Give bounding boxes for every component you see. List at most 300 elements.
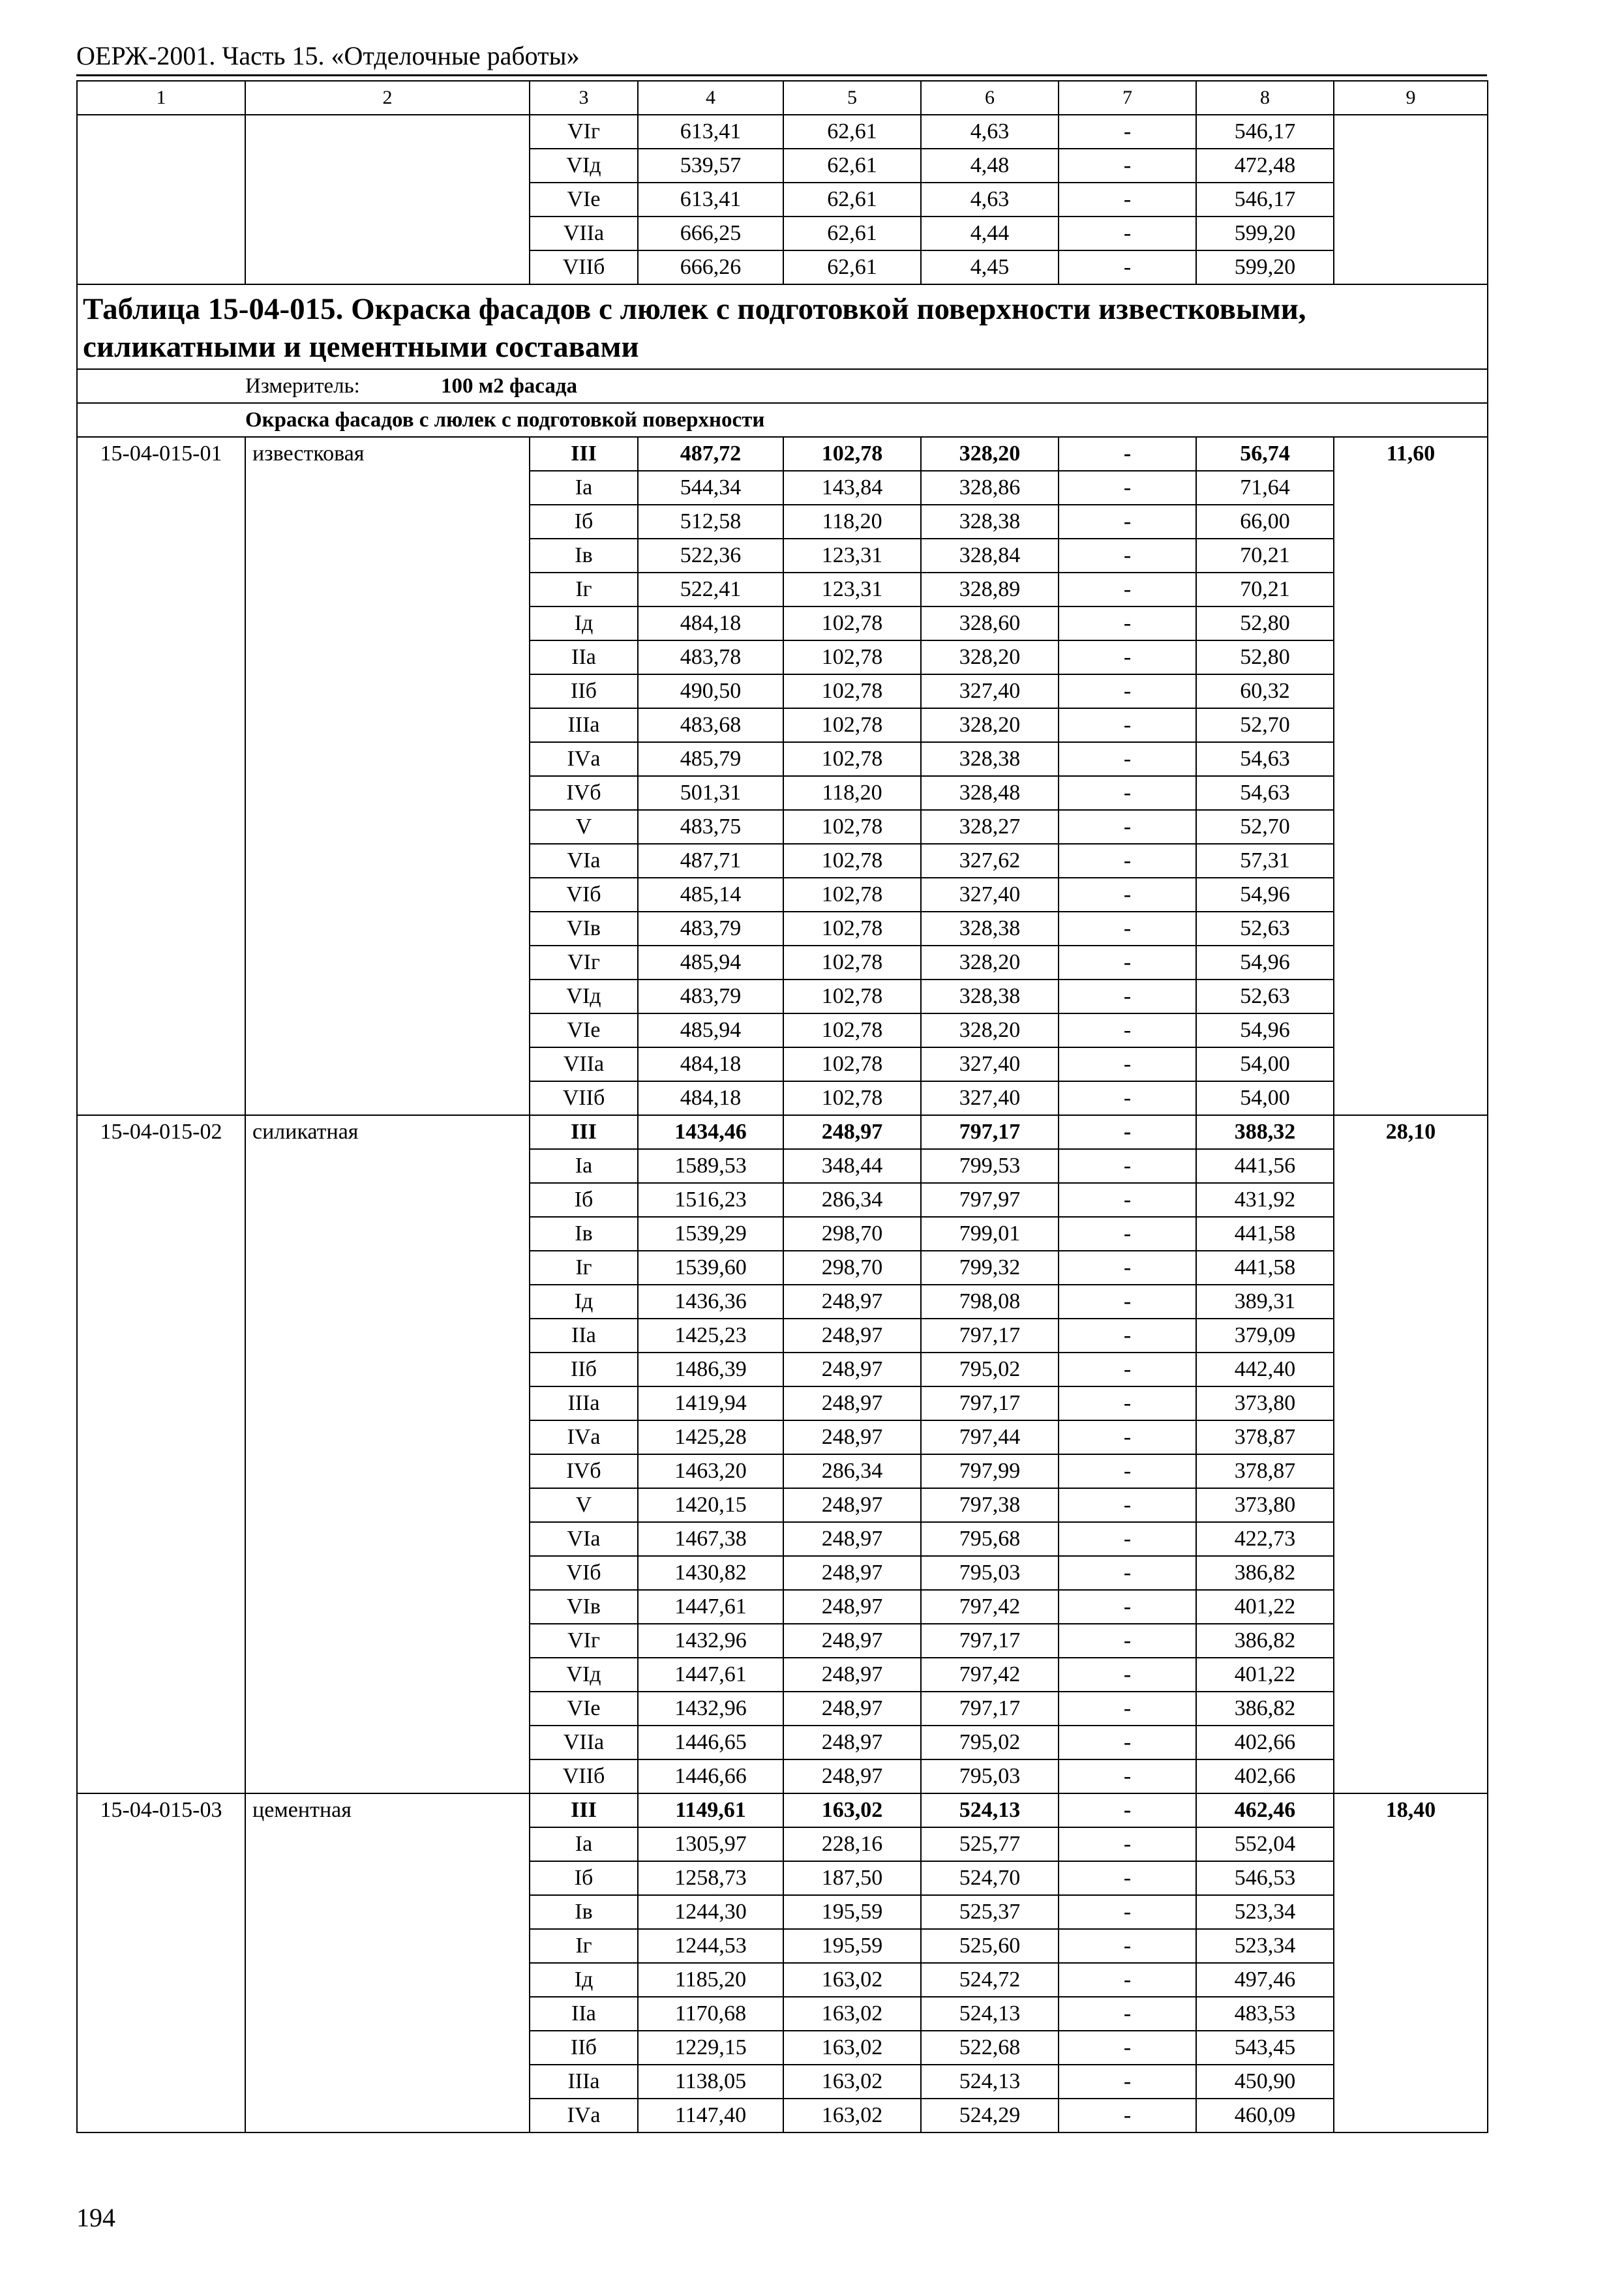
table-cell: 797,17 xyxy=(921,1319,1059,1353)
table-cell: 163,02 xyxy=(783,1793,921,1827)
subsection-title: Окраска фасадов с люлек с подготовкой поверхности xyxy=(245,403,1488,437)
table-cell: 378,87 xyxy=(1196,1454,1334,1488)
table-cell: 248,97 xyxy=(783,1420,921,1454)
table-cell: - xyxy=(1059,2065,1196,2099)
rate-code: 15-04-015-02 xyxy=(77,1115,245,1793)
unit-label: Измеритель: xyxy=(245,374,360,398)
table-cell: - xyxy=(1059,1488,1196,1522)
table-cell: 386,82 xyxy=(1196,1692,1334,1726)
table-cell: VIб xyxy=(530,878,638,912)
table-cell: 298,70 xyxy=(783,1251,921,1285)
column-number: 6 xyxy=(921,81,1059,115)
table-cell: 327,62 xyxy=(921,844,1059,878)
table-cell: 54,00 xyxy=(1196,1081,1334,1115)
table-cell: - xyxy=(1059,1047,1196,1081)
table-cell: 523,34 xyxy=(1196,1929,1334,1963)
table-cell: 102,78 xyxy=(783,1081,921,1115)
table-body xyxy=(77,81,1488,2132)
table-cell: 163,02 xyxy=(783,1997,921,2031)
table-cell: - xyxy=(1059,437,1196,471)
table-cell: 1244,53 xyxy=(638,1929,783,1963)
column-number: 7 xyxy=(1059,81,1196,115)
table-cell: 1305,97 xyxy=(638,1827,783,1861)
table-cell: - xyxy=(1059,946,1196,980)
table-cell: 546,17 xyxy=(1196,115,1334,149)
table-cell: 523,34 xyxy=(1196,1895,1334,1929)
table-cell: IIа xyxy=(530,1997,638,2031)
table-cell: 483,78 xyxy=(638,640,783,674)
table-cell: 248,97 xyxy=(783,1692,921,1726)
table-cell: - xyxy=(1059,505,1196,539)
labor-value: 18,40 xyxy=(1334,1793,1488,2132)
table-cell: Iа xyxy=(530,1149,638,1183)
table-cell: - xyxy=(1059,1556,1196,1590)
table-cell: 797,99 xyxy=(921,1454,1059,1488)
table-cell: 795,68 xyxy=(921,1522,1059,1556)
table-cell: - xyxy=(1059,640,1196,674)
table-cell: 1432,96 xyxy=(638,1692,783,1726)
table-cell: 799,53 xyxy=(921,1149,1059,1183)
table-cell: 485,14 xyxy=(638,878,783,912)
table-row xyxy=(77,437,1488,471)
column-number-row xyxy=(77,81,1488,115)
table-cell: 327,40 xyxy=(921,878,1059,912)
table-title: Таблица 15-04-015. Окраска фасадов с люлек с подготовкой поверхности известковыми, силикатными и цементными составами xyxy=(77,284,1488,369)
table-cell: 512,58 xyxy=(638,505,783,539)
table-cell: 102,78 xyxy=(783,878,921,912)
table-cell: 485,94 xyxy=(638,946,783,980)
table-cell: 501,31 xyxy=(638,776,783,810)
table-cell: 248,97 xyxy=(783,1658,921,1692)
table-cell: 798,08 xyxy=(921,1285,1059,1319)
table-cell: VIв xyxy=(530,912,638,946)
table-cell: - xyxy=(1059,2099,1196,2132)
table-row xyxy=(77,1793,1488,1827)
table-cell: 666,25 xyxy=(638,217,783,250)
column-number: 8 xyxy=(1196,81,1334,115)
table-cell: 328,86 xyxy=(921,471,1059,505)
table-cell: 401,22 xyxy=(1196,1590,1334,1624)
table-cell: 54,96 xyxy=(1196,1013,1334,1047)
table-cell: 1185,20 xyxy=(638,1963,783,1997)
table-cell: Iг xyxy=(530,1929,638,1963)
table-cell: - xyxy=(1059,912,1196,946)
rate-name: цементная xyxy=(245,1793,530,2132)
table-cell: 328,20 xyxy=(921,946,1059,980)
table-cell: Iв xyxy=(530,539,638,573)
table-cell: 4,45 xyxy=(921,250,1059,284)
table-row xyxy=(77,1115,1488,1149)
table-cell: IVа xyxy=(530,742,638,776)
table-cell: VIд xyxy=(530,149,638,183)
table-cell: 797,44 xyxy=(921,1420,1059,1454)
table-cell: - xyxy=(1059,183,1196,217)
table-cell: 402,66 xyxy=(1196,1726,1334,1759)
table-cell: 4,48 xyxy=(921,149,1059,183)
table-cell: 1446,65 xyxy=(638,1726,783,1759)
column-number: 9 xyxy=(1334,81,1488,115)
table-cell: 487,72 xyxy=(638,437,783,471)
table-cell: - xyxy=(1059,1319,1196,1353)
table-cell: 539,57 xyxy=(638,149,783,183)
table-cell: 1147,40 xyxy=(638,2099,783,2132)
table-cell: - xyxy=(1059,1827,1196,1861)
table-cell: 328,89 xyxy=(921,573,1059,606)
table-cell: IVа xyxy=(530,1420,638,1454)
table-cell: 386,82 xyxy=(1196,1624,1334,1658)
table-cell: VIе xyxy=(530,183,638,217)
table-cell: 1419,94 xyxy=(638,1386,783,1420)
table-cell: VIе xyxy=(530,1692,638,1726)
table-cell: 543,45 xyxy=(1196,2031,1334,2065)
table-cell: 797,97 xyxy=(921,1183,1059,1217)
table-cell: VIе xyxy=(530,1013,638,1047)
table-cell: - xyxy=(1059,1285,1196,1319)
rate-name: силикатная xyxy=(245,1115,530,1793)
table-cell: 402,66 xyxy=(1196,1759,1334,1793)
table-cell: 123,31 xyxy=(783,573,921,606)
table-cell: 328,38 xyxy=(921,980,1059,1013)
table-cell: 797,38 xyxy=(921,1488,1059,1522)
table-cell: - xyxy=(1059,1013,1196,1047)
table-cell: 187,50 xyxy=(783,1861,921,1895)
table-cell: 248,97 xyxy=(783,1386,921,1420)
table-cell: 4,44 xyxy=(921,217,1059,250)
table-cell: Iа xyxy=(530,471,638,505)
rate-code: 15-04-015-03 xyxy=(77,1793,245,2132)
column-number: 3 xyxy=(530,81,638,115)
table-cell: - xyxy=(1059,1793,1196,1827)
table-cell: - xyxy=(1059,1420,1196,1454)
table-cell: 485,94 xyxy=(638,1013,783,1047)
table-cell: 54,96 xyxy=(1196,946,1334,980)
table-cell: 524,13 xyxy=(921,2065,1059,2099)
table-cell: 524,29 xyxy=(921,2099,1059,2132)
table-cell: 1434,46 xyxy=(638,1115,783,1149)
table-cell: 525,60 xyxy=(921,1929,1059,1963)
table-cell: IVб xyxy=(530,1454,638,1488)
table-cell: 1258,73 xyxy=(638,1861,783,1895)
table-cell: 441,56 xyxy=(1196,1149,1334,1183)
table-cell: 328,38 xyxy=(921,742,1059,776)
table-cell: VIIб xyxy=(530,1081,638,1115)
table-cell: - xyxy=(1059,2031,1196,2065)
table-cell: 389,31 xyxy=(1196,1285,1334,1319)
table-cell: 62,61 xyxy=(783,217,921,250)
table-cell: 70,21 xyxy=(1196,539,1334,573)
table-cell: 328,48 xyxy=(921,776,1059,810)
table-cell: 348,44 xyxy=(783,1149,921,1183)
unit-value: 100 м2 фасада xyxy=(441,374,578,398)
table-cell: 795,03 xyxy=(921,1759,1059,1793)
table-cell: 613,41 xyxy=(638,183,783,217)
table-cell: 524,70 xyxy=(921,1861,1059,1895)
table-cell: 163,02 xyxy=(783,2065,921,2099)
table-cell: 328,20 xyxy=(921,437,1059,471)
table-cell: 483,75 xyxy=(638,810,783,844)
table-cell: 1425,28 xyxy=(638,1420,783,1454)
table-cell: 102,78 xyxy=(783,437,921,471)
table-cell: 102,78 xyxy=(783,742,921,776)
table-cell: 328,20 xyxy=(921,1013,1059,1047)
table-cell: - xyxy=(1059,1251,1196,1285)
table-cell: Iв xyxy=(530,1217,638,1251)
table-cell: 52,63 xyxy=(1196,912,1334,946)
table-cell: 62,61 xyxy=(783,183,921,217)
table-cell: - xyxy=(1059,1997,1196,2031)
table-cell: 797,42 xyxy=(921,1590,1059,1624)
table-cell: 797,17 xyxy=(921,1624,1059,1658)
table-cell: 1463,20 xyxy=(638,1454,783,1488)
table-cell: 102,78 xyxy=(783,708,921,742)
table-cell: Iд xyxy=(530,1963,638,1997)
table-cell: 327,40 xyxy=(921,1047,1059,1081)
table-cell: 62,61 xyxy=(783,149,921,183)
table-cell: 546,17 xyxy=(1196,183,1334,217)
table-cell: 328,20 xyxy=(921,640,1059,674)
table-cell: III xyxy=(530,1793,638,1827)
table-cell: 1170,68 xyxy=(638,1997,783,2031)
table-cell: Iб xyxy=(530,1183,638,1217)
table-cell: IIб xyxy=(530,1353,638,1386)
table-cell: 599,20 xyxy=(1196,217,1334,250)
table-cell: 483,79 xyxy=(638,980,783,1013)
table-cell: 460,09 xyxy=(1196,2099,1334,2132)
table-cell: 66,00 xyxy=(1196,505,1334,539)
table-cell: 1446,66 xyxy=(638,1759,783,1793)
table-cell: 431,92 xyxy=(1196,1183,1334,1217)
table-cell: 163,02 xyxy=(783,2099,921,2132)
table-cell: VIд xyxy=(530,1658,638,1692)
table-cell: 524,13 xyxy=(921,1793,1059,1827)
table-cell: 525,37 xyxy=(921,1895,1059,1929)
table-cell: V xyxy=(530,1488,638,1522)
table-cell: 248,97 xyxy=(783,1726,921,1759)
table-cell: IIб xyxy=(530,674,638,708)
table-cell: 483,79 xyxy=(638,912,783,946)
table-cell: 286,34 xyxy=(783,1183,921,1217)
table-cell: 484,18 xyxy=(638,1047,783,1081)
table-cell: 544,34 xyxy=(638,471,783,505)
table-cell: - xyxy=(1059,776,1196,810)
rate-name: известковая xyxy=(245,437,530,1115)
table-cell: 599,20 xyxy=(1196,250,1334,284)
table-cell: 52,63 xyxy=(1196,980,1334,1013)
table-cell: - xyxy=(1059,1386,1196,1420)
table-cell: - xyxy=(1059,810,1196,844)
table-cell: 472,48 xyxy=(1196,149,1334,183)
table-cell: - xyxy=(1059,1624,1196,1658)
table-cell: 123,31 xyxy=(783,539,921,573)
table-cell: 102,78 xyxy=(783,946,921,980)
table-cell: VIв xyxy=(530,1590,638,1624)
table-cell: 795,03 xyxy=(921,1556,1059,1590)
table-cell: 102,78 xyxy=(783,980,921,1013)
table-cell: III xyxy=(530,1115,638,1149)
table-cell: VIIб xyxy=(530,250,638,284)
table-cell: VIа xyxy=(530,1522,638,1556)
table-cell: 1425,23 xyxy=(638,1319,783,1353)
table-cell: - xyxy=(1059,1522,1196,1556)
table-cell: 118,20 xyxy=(783,505,921,539)
table-cell: VIIа xyxy=(530,1726,638,1759)
table-cell: 483,68 xyxy=(638,708,783,742)
table-cell: - xyxy=(1059,1895,1196,1929)
table-cell: 522,41 xyxy=(638,573,783,606)
table-cell: 525,77 xyxy=(921,1827,1059,1861)
table-cell: 401,22 xyxy=(1196,1658,1334,1692)
table-cell: 62,61 xyxy=(783,115,921,149)
table-cell: 286,34 xyxy=(783,1454,921,1488)
table-cell: 228,16 xyxy=(783,1827,921,1861)
table-cell: 487,71 xyxy=(638,844,783,878)
table-cell: 54,00 xyxy=(1196,1047,1334,1081)
table-cell: - xyxy=(1059,878,1196,912)
table-cell: 379,09 xyxy=(1196,1319,1334,1353)
table-cell: VIд xyxy=(530,980,638,1013)
table-cell: 52,80 xyxy=(1196,606,1334,640)
table-cell: V xyxy=(530,810,638,844)
table-cell: 484,18 xyxy=(638,1081,783,1115)
table-cell: 484,18 xyxy=(638,606,783,640)
table-cell: 388,32 xyxy=(1196,1115,1334,1149)
table-cell: 102,78 xyxy=(783,810,921,844)
table-cell: 483,53 xyxy=(1196,1997,1334,2031)
table-cell: 1486,39 xyxy=(638,1353,783,1386)
table-cell: 1447,61 xyxy=(638,1658,783,1692)
subsection-row xyxy=(77,403,1488,437)
table-cell: 1149,61 xyxy=(638,1793,783,1827)
table-cell: 522,68 xyxy=(921,2031,1059,2065)
table-cell: 441,58 xyxy=(1196,1217,1334,1251)
table-cell: - xyxy=(1059,1658,1196,1692)
table-cell: - xyxy=(1059,250,1196,284)
table-cell: 102,78 xyxy=(783,844,921,878)
page-number: 194 xyxy=(76,2203,115,2232)
table-title-row xyxy=(77,284,1488,369)
table-cell: 57,31 xyxy=(1196,844,1334,878)
table-cell: 102,78 xyxy=(783,606,921,640)
labor-value: 11,60 xyxy=(1334,437,1488,1115)
table-cell: - xyxy=(1059,1963,1196,1997)
table-cell: - xyxy=(1059,1217,1196,1251)
table-cell: - xyxy=(1059,471,1196,505)
table-cell: 462,46 xyxy=(1196,1793,1334,1827)
table-cell: 1420,15 xyxy=(638,1488,783,1522)
blank-cell xyxy=(77,369,245,403)
table-cell: 52,80 xyxy=(1196,640,1334,674)
table-cell: 248,97 xyxy=(783,1522,921,1556)
table-cell: 4,63 xyxy=(921,183,1059,217)
table-cell: 524,13 xyxy=(921,1997,1059,2031)
table-cell: IVб xyxy=(530,776,638,810)
table-cell: Iа xyxy=(530,1827,638,1861)
blank-cell xyxy=(77,403,245,437)
table-cell: 52,70 xyxy=(1196,708,1334,742)
table-cell: IVа xyxy=(530,2099,638,2132)
table-cell: VIIб xyxy=(530,1759,638,1793)
table-cell: 666,26 xyxy=(638,250,783,284)
table-cell: 298,70 xyxy=(783,1217,921,1251)
table-cell: 248,97 xyxy=(783,1556,921,1590)
table-cell: 797,42 xyxy=(921,1658,1059,1692)
table-cell: 1430,82 xyxy=(638,1556,783,1590)
table-cell: 327,40 xyxy=(921,674,1059,708)
table-cell: 54,96 xyxy=(1196,878,1334,912)
table-cell: 797,17 xyxy=(921,1386,1059,1420)
table-cell: Iв xyxy=(530,1895,638,1929)
table-cell: 328,38 xyxy=(921,505,1059,539)
column-number: 2 xyxy=(245,81,530,115)
table-cell: - xyxy=(1059,115,1196,149)
table-cell: - xyxy=(1059,1726,1196,1759)
column-number: 4 xyxy=(638,81,783,115)
table-cell: 328,20 xyxy=(921,708,1059,742)
table-cell: 248,97 xyxy=(783,1624,921,1658)
table-cell: 163,02 xyxy=(783,2031,921,2065)
table-cell: - xyxy=(1059,1861,1196,1895)
page-header-title: ОЕРЖ-2001. Часть 15. «Отделочные работы» xyxy=(76,41,580,70)
table-cell: 373,80 xyxy=(1196,1386,1334,1420)
blank-name-cell xyxy=(245,115,530,284)
table-cell: VIг xyxy=(530,1624,638,1658)
table-cell: 71,64 xyxy=(1196,471,1334,505)
table-cell: VIб xyxy=(530,1556,638,1590)
table-cell: 4,63 xyxy=(921,115,1059,149)
table-cell: 102,78 xyxy=(783,1047,921,1081)
table-cell: - xyxy=(1059,742,1196,776)
table-cell: IIа xyxy=(530,640,638,674)
table-cell: - xyxy=(1059,1692,1196,1726)
table-cell: 799,32 xyxy=(921,1251,1059,1285)
table-cell: 442,40 xyxy=(1196,1353,1334,1386)
table-cell: 490,50 xyxy=(638,674,783,708)
table-cell: 70,21 xyxy=(1196,573,1334,606)
table-cell: - xyxy=(1059,980,1196,1013)
table-cell: 797,17 xyxy=(921,1692,1059,1726)
table-cell: Iб xyxy=(530,505,638,539)
table-cell: VIIа xyxy=(530,217,638,250)
table-cell: 1432,96 xyxy=(638,1624,783,1658)
table-cell: 54,63 xyxy=(1196,776,1334,810)
table-cell: 1229,15 xyxy=(638,2031,783,2065)
table-cell: 1539,60 xyxy=(638,1251,783,1285)
table-cell: 60,32 xyxy=(1196,674,1334,708)
table-cell: 163,02 xyxy=(783,1963,921,1997)
column-number: 1 xyxy=(77,81,245,115)
rate-code: 15-04-015-01 xyxy=(77,437,245,1115)
table-cell: 497,46 xyxy=(1196,1963,1334,1997)
table-cell: - xyxy=(1059,708,1196,742)
table-cell: 795,02 xyxy=(921,1726,1059,1759)
table-cell: 552,04 xyxy=(1196,1827,1334,1861)
table-cell: 195,59 xyxy=(783,1895,921,1929)
table-cell: IIIа xyxy=(530,708,638,742)
table-cell: IIIа xyxy=(530,2065,638,2099)
table-cell: 102,78 xyxy=(783,1013,921,1047)
table-cell: III xyxy=(530,437,638,471)
table-cell: 1539,29 xyxy=(638,1217,783,1251)
table-cell: Iд xyxy=(530,606,638,640)
table-cell: - xyxy=(1059,1115,1196,1149)
table-cell: 378,87 xyxy=(1196,1420,1334,1454)
table-cell: - xyxy=(1059,844,1196,878)
table-cell: 248,97 xyxy=(783,1759,921,1793)
table-cell: 328,84 xyxy=(921,539,1059,573)
table-cell: Iг xyxy=(530,1251,638,1285)
table-cell: 524,72 xyxy=(921,1963,1059,1997)
table-cell: - xyxy=(1059,539,1196,573)
